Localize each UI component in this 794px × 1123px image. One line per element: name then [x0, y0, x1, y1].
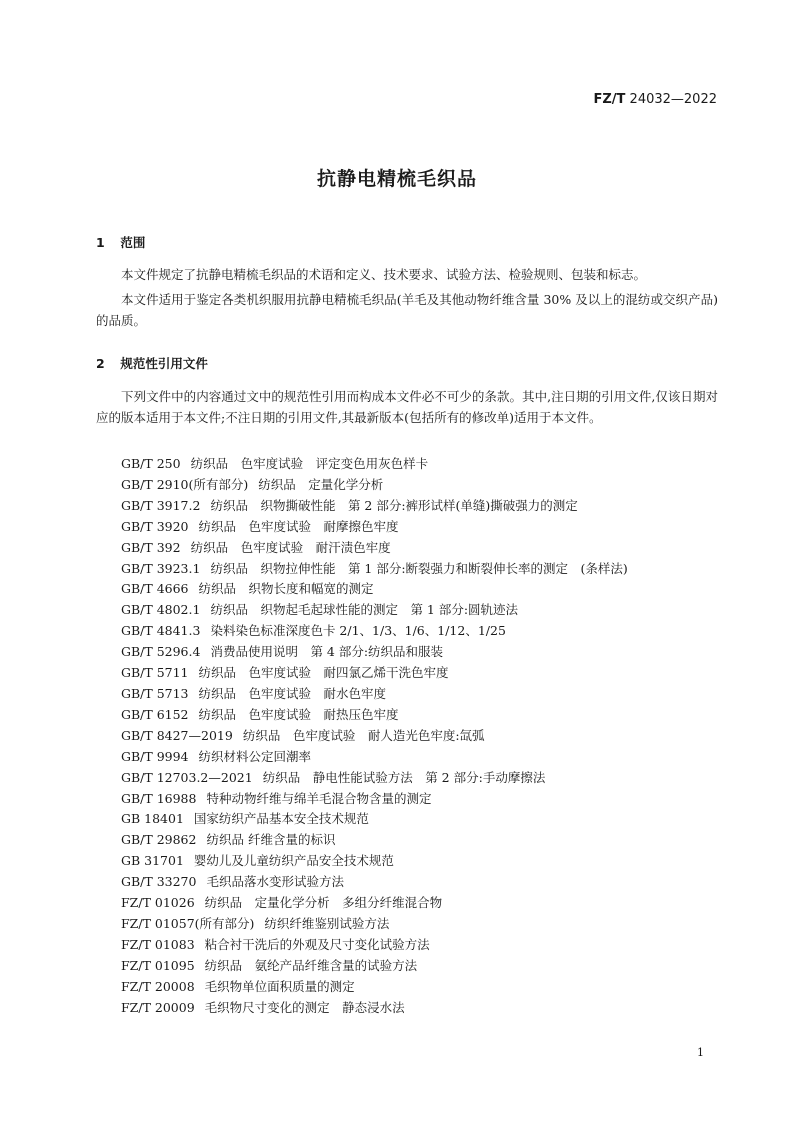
reference-code: GB/T 6152 [121, 706, 189, 722]
reference-code: FZ/T 20009 [121, 999, 195, 1015]
reference-title: 纺织品 定量化学分析 多组分纤维混合物 [204, 895, 443, 911]
reference-code: GB/T 12703.2—2021 [121, 769, 253, 785]
reference-title: 纺织品 色牢度试验 耐四氯乙烯干洗色牢度 [198, 665, 449, 681]
reference-title: 纺织品 静电性能试验方法 第 2 部分:手动摩擦法 [262, 769, 546, 785]
reference-code: GB/T 3917.2 [121, 497, 201, 513]
reference-title: 纺织品 织物撕破性能 第 2 部分:裤形试样(单缝)撕破强力的测定 [210, 497, 578, 513]
reference-code: GB/T 5713 [121, 685, 189, 701]
reference-item [121, 642, 628, 663]
reference-title: 纺织材料公定回潮率 [198, 748, 312, 764]
section-title: 范围 [120, 235, 146, 250]
reference-title: 纺织品 纤维含量的标识 [206, 832, 336, 848]
reference-code: FZ/T 01057(所有部分) [121, 915, 255, 931]
paragraph: 下列文件中的内容通过文中的规范性引用而构成本文件必不可少的条款。其中,注日期的引用文件,仅该日期对应的版本适用于本文件;不注日期的引用文件,其最新版本(包括所有的修改单)适用于本文件。 [96, 389, 718, 425]
reference-title: 毛织物尺寸变化的测定 静态浸水法 [204, 999, 405, 1015]
reference-item [121, 663, 628, 684]
reference-title: 纺织品 织物起毛起球性能的测定 第 1 部分:圆轨迹法 [210, 602, 519, 618]
reference-title: 特种动物纤维与绵羊毛混合物含量的测定 [206, 790, 432, 806]
reference-item [121, 789, 628, 810]
reference-title: 消费品使用说明 第 4 部分:纺织品和服装 [210, 644, 444, 660]
reference-item [121, 726, 628, 747]
reference-code: GB/T 4666 [121, 581, 189, 597]
reference-item [121, 538, 628, 559]
reference-title: 毛织品落水变形试验方法 [206, 874, 344, 890]
reference-title: 国家纺织产品基本安全技术规范 [193, 811, 369, 827]
reference-code: GB/T 250 [121, 456, 181, 471]
reference-code: GB/T 3923.1 [121, 560, 201, 576]
section-heading-scope [96, 233, 145, 251]
reference-item [121, 454, 628, 475]
section-number: 1 [96, 235, 105, 250]
reference-item [121, 851, 628, 872]
reference-title: 纺织品 色牢度试验 评定变色用灰色样卡 [190, 456, 429, 471]
reference-item [121, 475, 628, 496]
reference-item [121, 559, 628, 580]
page-number: 1 [697, 1046, 704, 1059]
reference-title: 纺织品 色牢度试验 耐热压色牢度 [198, 706, 399, 722]
reference-code: GB/T 3920 [121, 518, 189, 534]
reference-item [121, 705, 628, 726]
reference-item [121, 496, 628, 517]
reference-item [121, 768, 628, 789]
reference-code: GB 18401 [121, 811, 184, 827]
reference-title: 纺织品 织物拉伸性能 第 1 部分:断裂强力和断裂伸长率的测定 (条样法) [210, 560, 628, 576]
reference-item [121, 914, 628, 935]
reference-title: 纺织品 织物长度和幅宽的测定 [198, 581, 374, 597]
section-title: 规范性引用文件 [120, 356, 208, 371]
section-number: 2 [96, 356, 105, 371]
section-heading-normative-references [96, 354, 208, 372]
reference-item [121, 935, 628, 956]
reference-item [121, 600, 628, 621]
standard-number: 24032—2022 [629, 92, 717, 107]
reference-title: 染料染色标准深度色卡 2/1、1/3、1/6、1/12、1/25 [210, 623, 506, 639]
reference-item [121, 809, 628, 830]
reference-item [121, 893, 628, 914]
reference-code: GB/T 16988 [121, 790, 197, 806]
reference-title: 纺织品 色牢度试验 耐人造光色牢度:氙弧 [242, 727, 485, 743]
reference-code: GB/T 4841.3 [121, 623, 201, 639]
reference-title: 纺织品 氨纶产品纤维含量的试验方法 [204, 957, 418, 973]
reference-title: 纺织品 色牢度试验 耐水色牢度 [198, 685, 387, 701]
reference-item [121, 621, 628, 642]
standard-prefix: FZ/T [593, 92, 626, 107]
reference-code: GB/T 2910(所有部分) [121, 476, 249, 492]
reference-code: FZ/T 01026 [121, 895, 195, 911]
reference-item [121, 998, 628, 1019]
reference-code: GB 31701 [121, 853, 184, 869]
reference-title: 纺织纤维鉴别试验方法 [264, 915, 390, 931]
reference-code: FZ/T 01095 [121, 957, 195, 973]
reference-code: GB/T 4802.1 [121, 602, 201, 618]
reference-title: 纺织品 色牢度试验 耐摩擦色牢度 [198, 518, 399, 534]
reference-item [121, 579, 628, 600]
document-title: 抗静电精梳毛织品 [316, 168, 477, 190]
reference-title: 纺织品 色牢度试验 耐汗渍色牢度 [190, 539, 391, 555]
reference-code: GB/T 5711 [121, 665, 189, 681]
paragraph: 本文件规定了抗静电精梳毛织品的术语和定义、技术要求、试验方法、检验规则、包装和标志。 [121, 267, 647, 282]
reference-code: GB/T 33270 [121, 874, 197, 890]
reference-code: GB/T 9994 [121, 748, 189, 764]
reference-list [121, 454, 628, 1018]
reference-code: GB/T 8427—2019 [121, 727, 233, 743]
reference-code: GB/T 5296.4 [121, 644, 201, 660]
standard-code [593, 92, 717, 107]
reference-title: 毛织物单位面积质量的测定 [204, 978, 355, 994]
reference-item [121, 517, 628, 538]
reference-item [121, 747, 628, 768]
reference-title: 粘合衬干洗后的外观及尺寸变化试验方法 [204, 936, 430, 952]
reference-code: GB/T 29862 [121, 832, 197, 848]
reference-item [121, 977, 628, 998]
reference-item [121, 872, 628, 893]
reference-code: GB/T 392 [121, 539, 181, 555]
reference-title: 婴幼儿及儿童纺织产品安全技术规范 [193, 853, 394, 869]
reference-code: FZ/T 20008 [121, 978, 195, 994]
reference-item [121, 684, 628, 705]
reference-title: 纺织品 定量化学分析 [258, 476, 384, 492]
reference-item [121, 830, 628, 851]
reference-code: FZ/T 01083 [121, 936, 195, 952]
reference-item [121, 956, 628, 977]
paragraph: 本文件适用于鉴定各类机织服用抗静电精梳毛织品(羊毛及其他动物纤维含量 30% 及以上的混纺或交织产品)的品质。 [96, 292, 718, 328]
